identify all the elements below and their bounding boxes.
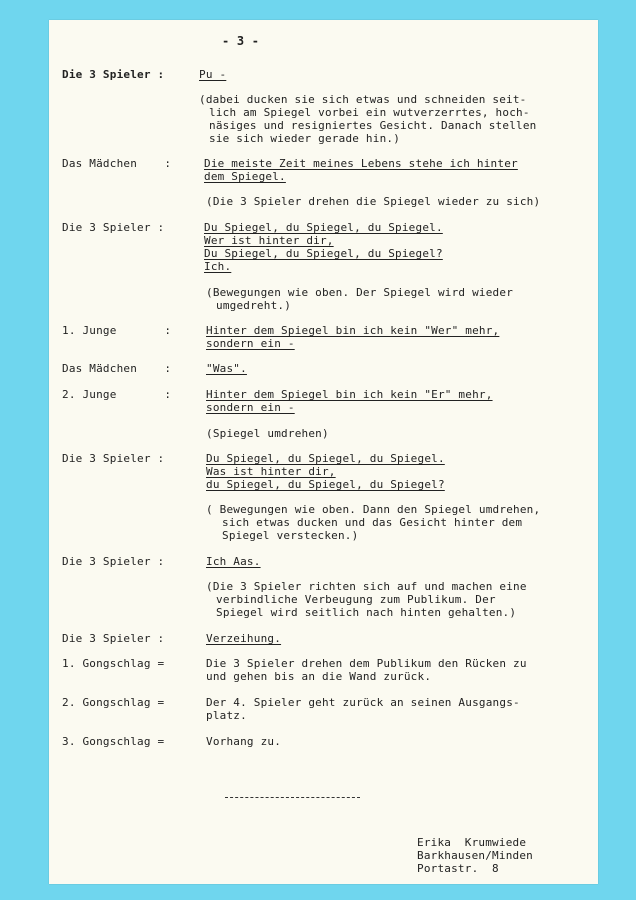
stage-direction-line: Spiegel verstecken.) [222, 529, 359, 542]
stage-direction-line: sie sich wieder gerade hin.) [209, 132, 401, 145]
dialogue-line: Ich Aas. [206, 555, 261, 568]
gong-label: 1. Gongschlag = [62, 657, 165, 670]
dialogue-line: Du Spiegel, du Spiegel, du Spiegel. [206, 452, 445, 465]
speaker-label: Die 3 Spieler : [62, 452, 165, 465]
author-place: Barkhausen/Minden [417, 849, 533, 862]
speaker-label: Die 3 Spieler : [62, 221, 165, 234]
stage-direction-line: Der 4. Spieler geht zurück an seinen Ausgangs- [206, 696, 520, 709]
dialogue-line: Pu - [199, 68, 227, 81]
stage-direction-line: näsiges und resigniertes Gesicht. Danach stellen [209, 119, 537, 132]
speaker-label: Die 3 Spieler : [62, 68, 165, 81]
stage-direction-line: platz. [206, 709, 247, 722]
author-street: Portastr. 8 [417, 862, 499, 875]
dialogue-line: Verzeihung. [206, 632, 282, 645]
speaker-label: Das Mädchen : [62, 157, 172, 170]
dialogue-line: Du Spiegel, du Spiegel, du Spiegel? [204, 247, 443, 260]
stage-direction-line: Spiegel wird seitlich nach hinten gehalten.) [216, 606, 517, 619]
dialogue-line: Ich. [204, 260, 232, 273]
stage-direction-line: sich etwas ducken und das Gesicht hinter dem [222, 516, 523, 529]
speaker-label: Das Mädchen : [62, 362, 172, 375]
gong-label: 2. Gongschlag = [62, 696, 165, 709]
stage-direction-line: verbindliche Verbeugung zum Publikum. Der [216, 593, 496, 606]
stage-direction-line: und gehen bis an die Wand zurück. [206, 670, 432, 683]
dialogue-line: sondern ein - [206, 401, 295, 414]
stage-direction-line: (Spiegel umdrehen) [206, 427, 329, 440]
dialogue-line: dem Spiegel. [204, 170, 286, 183]
speaker-label: 2. Junge : [62, 388, 172, 401]
dialogue-line: "Was". [206, 362, 247, 375]
stage-direction-line: (Bewegungen wie oben. Der Spiegel wird wieder [206, 286, 514, 299]
stage-direction-line: (Die 3 Spieler drehen die Spiegel wieder zu sich) [206, 195, 541, 208]
dialogue-line: Hinter dem Spiegel bin ich kein "Wer" mehr, [206, 324, 500, 337]
stage-direction-line: (dabei ducken sie sich etwas und schneiden seit- [199, 93, 527, 106]
speaker-label: Die 3 Spieler : [62, 632, 165, 645]
stage-direction-line: (Die 3 Spieler richten sich auf und machen eine [206, 580, 527, 593]
gong-label: 3. Gongschlag = [62, 735, 165, 748]
separator-line [225, 797, 360, 798]
page-number: - 3 - [222, 34, 260, 48]
dialogue-line: sondern ein - [206, 337, 295, 350]
speaker-label: 1. Junge : [62, 324, 172, 337]
stage-direction-line: Die 3 Spieler drehen dem Publikum den Rücken zu [206, 657, 527, 670]
dialogue-line: Was ist hinter dir, [206, 465, 336, 478]
stage-direction-line: lich am Spiegel vorbei ein wutverzerrtes, hoch- [209, 106, 530, 119]
stage-direction-line: umgedreht.) [216, 299, 292, 312]
speaker-label: Die 3 Spieler : [62, 555, 165, 568]
stage-direction-line: ( Bewegungen wie oben. Dann den Spiegel umdrehen, [206, 503, 541, 516]
dialogue-line: du Spiegel, du Spiegel, du Spiegel? [206, 478, 445, 491]
stage-direction-line: Vorhang zu. [206, 735, 282, 748]
dialogue-line: Hinter dem Spiegel bin ich kein "Er" mehr, [206, 388, 493, 401]
author-name: Erika Krumwiede [417, 836, 527, 849]
dialogue-line: Die meiste Zeit meines Lebens stehe ich hinter [204, 157, 518, 170]
dialogue-line: Wer ist hinter dir, [204, 234, 334, 247]
dialogue-line: Du Spiegel, du Spiegel, du Spiegel. [204, 221, 443, 234]
